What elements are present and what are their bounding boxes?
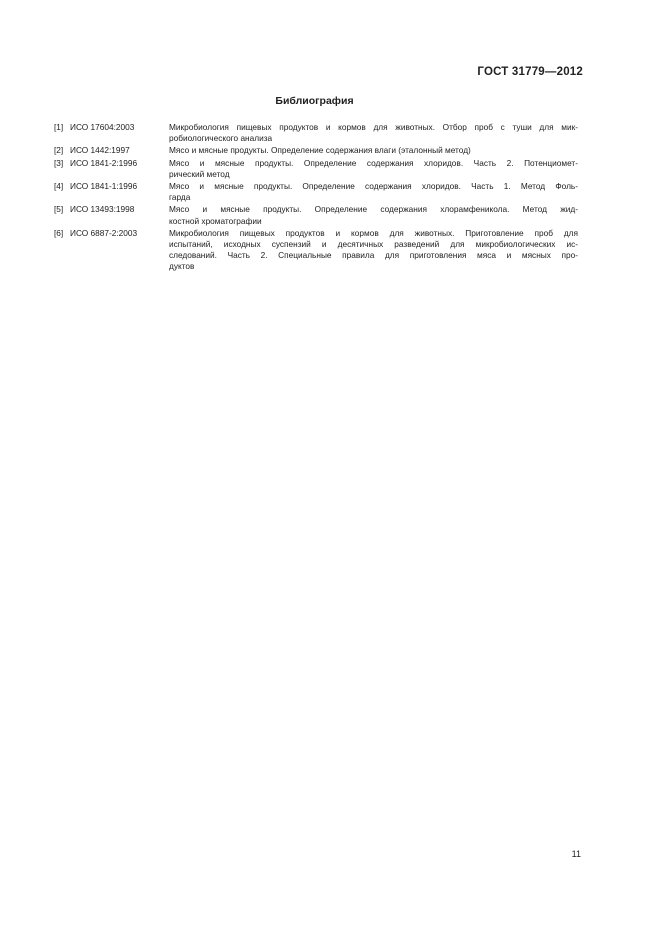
entry-number: [4]: [54, 181, 64, 192]
entry-title-line: испытаний, исходных суспензий и десятичных разведений для микробиологических ис-: [169, 239, 578, 250]
entry-title-line: гарда: [169, 192, 191, 203]
entry-title-line: костной хроматографии: [169, 215, 262, 226]
entry-title-line: робиологического анализа: [169, 133, 273, 144]
entry-title: [169, 181, 578, 203]
bibliography-entry: [54, 145, 578, 156]
entry-number: [2]: [54, 145, 64, 156]
entry-title: [169, 145, 578, 156]
entry-number: [1]: [54, 122, 64, 132]
entry-title-line: Мясо и мясные продукты. Определение содержания хлоридов. Часть 2. Потенциомет-: [169, 157, 578, 168]
entry-standard-code: ИСО 1442:1997: [70, 145, 130, 156]
page-number: 11: [571, 849, 581, 859]
bibliography-entry: [54, 158, 578, 180]
bibliography-list: [54, 122, 578, 274]
document-code: ГОСТ 31779—2012: [477, 66, 583, 78]
entry-title-line: Мясо и мясные продукты. Определение содержания влаги (эталонный метод): [169, 145, 471, 156]
bibliography-entry: [54, 228, 578, 273]
entry-standard-code: ИСО 6887-2:2003: [70, 227, 138, 238]
entry-number: [3]: [54, 157, 64, 168]
entry-title: [169, 158, 578, 180]
entry-standard-code: ИСО 1841-1:1996: [70, 181, 138, 192]
entry-number: [6]: [54, 227, 64, 238]
page-title: [0, 95, 661, 107]
entry-standard-code: ИСО 17604:2003: [70, 122, 135, 132]
bibliography-entry: [54, 181, 578, 203]
entry-title: [169, 122, 578, 144]
entry-title-line: рический метод: [169, 168, 230, 179]
entry-title-line: Микробиология пищевых продуктов и кормов для животных. Приготовление проб для: [169, 227, 578, 238]
entry-title-line: следований. Часть 2. Специальные правила для приготовления мяса и мясных про-: [169, 250, 578, 261]
entry-title: [169, 228, 578, 273]
entry-title-line: Микробиология пищевых продуктов и кормов для животных. Отбор проб с туши для мик-: [169, 122, 578, 132]
entry-title-line: дуктов: [169, 261, 195, 272]
entry-number: [5]: [54, 204, 64, 215]
bibliography-entry: [54, 122, 578, 144]
entry-title-line: Мясо и мясные продукты. Определение содержания хлоридов. Часть 1. Метод Фоль-: [169, 181, 578, 192]
entry-title-line: Мясо и мясные продукты. Определение содержания хлорамфеникола. Метод жид-: [169, 204, 578, 215]
page-title-text: Библиография: [275, 95, 354, 107]
entry-standard-code: ИСО 1841-2:1996: [70, 157, 138, 168]
entry-title: [169, 204, 578, 226]
bibliography-entry: [54, 204, 578, 226]
entry-standard-code: ИСО 13493:1998: [70, 204, 135, 215]
